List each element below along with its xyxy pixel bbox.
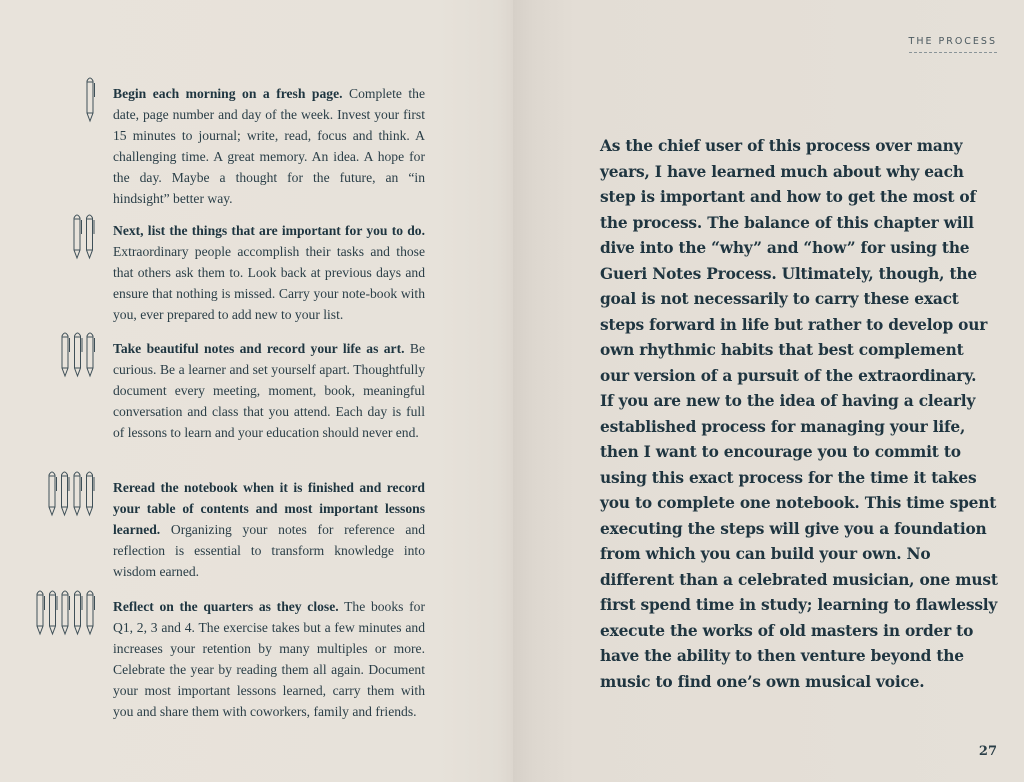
pencil-icon (60, 330, 98, 378)
step-lead: Begin each morning on a fresh page. (113, 86, 343, 101)
pencil-icon (35, 588, 98, 636)
pencil (74, 591, 82, 634)
step-text (113, 596, 425, 722)
pencil-icon (47, 469, 97, 517)
body-line: first spend time in study; learning to flawlessly (600, 596, 998, 614)
body-line: step is important and how to get the most of (600, 188, 976, 206)
body-line: using this exact process for the time it takes (600, 468, 977, 487)
body-line: from which you can build your own. No (600, 545, 931, 563)
body-line: executing the steps will give you a foundation (600, 519, 987, 538)
body-line: our version of a pursuit of the extraordinary. (600, 366, 977, 385)
body-line: If you are new to the idea of having a clearly (600, 392, 976, 410)
body-line: established process for managing your life, (600, 417, 966, 436)
step-text (113, 83, 425, 209)
pencil (74, 215, 82, 258)
pencil (49, 591, 57, 634)
body-line: music to find one’s own musical voice. (600, 672, 925, 691)
step-body: Organizing your notes for reference and reflection is essential to transform knowledge into wisdom earned. (113, 522, 425, 579)
body-line: have the ability to then venture beyond the (600, 647, 964, 665)
body-line: dive into the “why” and “how” for using the (600, 239, 970, 257)
pencil (62, 333, 70, 376)
body-line: then I want to encourage you to commit to (600, 443, 961, 461)
pencil-icon (72, 212, 97, 260)
pencil (87, 333, 95, 376)
pencil (49, 472, 57, 515)
step-lead: Reflect on the quarters as they close. (113, 599, 339, 614)
body-line: years, I have learned much about why each (600, 162, 964, 181)
pencil (74, 472, 82, 515)
page-number: 27 (978, 744, 997, 759)
body-line: steps forward in life but rather to develop our (600, 315, 988, 334)
body-line: As the chief user of this process over many (600, 137, 963, 155)
body-line: Gueri Notes Process. Ultimately, though, the (600, 264, 977, 283)
pencil (87, 591, 95, 634)
body-text (600, 134, 998, 695)
body-line: goal is not necessarily to carry these exact (600, 290, 959, 308)
pencil (87, 78, 95, 121)
step-body: Extraordinary people accomplish their tasks and those that others ask them to. Look back at previous days and ensure that nothing is missed. Carry your note-book with you, ever prepared to add new to your list. (113, 244, 425, 322)
pencil (62, 472, 70, 515)
body-line: different than a celebrated musician, one must (600, 570, 998, 589)
step-text (113, 338, 425, 443)
body-line: execute the works of old masters in order to (600, 621, 974, 640)
pencil (87, 472, 95, 515)
step-lead: Reread the notebook when it is finished and record your table of contents and most important lessons learned. (113, 480, 425, 537)
pencil (37, 591, 45, 634)
step-body: Complete the date, page number and day of the week. Invest your first 15 minutes to journal; write, read, focus and think. A challenging time. A great memory. An idea. A hope for the day. Maybe a thought for the future, an “in hindsight” better way. (113, 86, 425, 206)
step-lead: Take beautiful notes and record your life as art. (113, 341, 405, 356)
step-text (113, 220, 425, 325)
pencil (62, 591, 70, 634)
step-body: The books for Q1, 2, 3 and 4. The exercise takes but a few minutes and increases your retention by many multiples or more. Celebrate the year by reading them all again. Document your most important lessons learned, carry them with you and share them with coworkers, family and friends. (113, 599, 425, 719)
body-line: you to complete one notebook. This time spent (600, 494, 997, 512)
pencil-icon (85, 75, 98, 123)
body-line: the process. The balance of this chapter will (600, 213, 974, 232)
body-line: own rhythmic habits that best complement (600, 341, 964, 359)
step-text (113, 477, 425, 582)
section-header: THE PROCESS (909, 36, 997, 53)
pencil (74, 333, 82, 376)
pencil (87, 215, 95, 258)
step-lead: Next, list the things that are important for you to do. (113, 223, 425, 238)
step-body: Be curious. Be a learner and set yourself apart. Thoughtfully document every meeting, moment, book, meaningful conversation and class that you attend. Each day is full of lessons to learn and your education should never end. (113, 341, 425, 440)
